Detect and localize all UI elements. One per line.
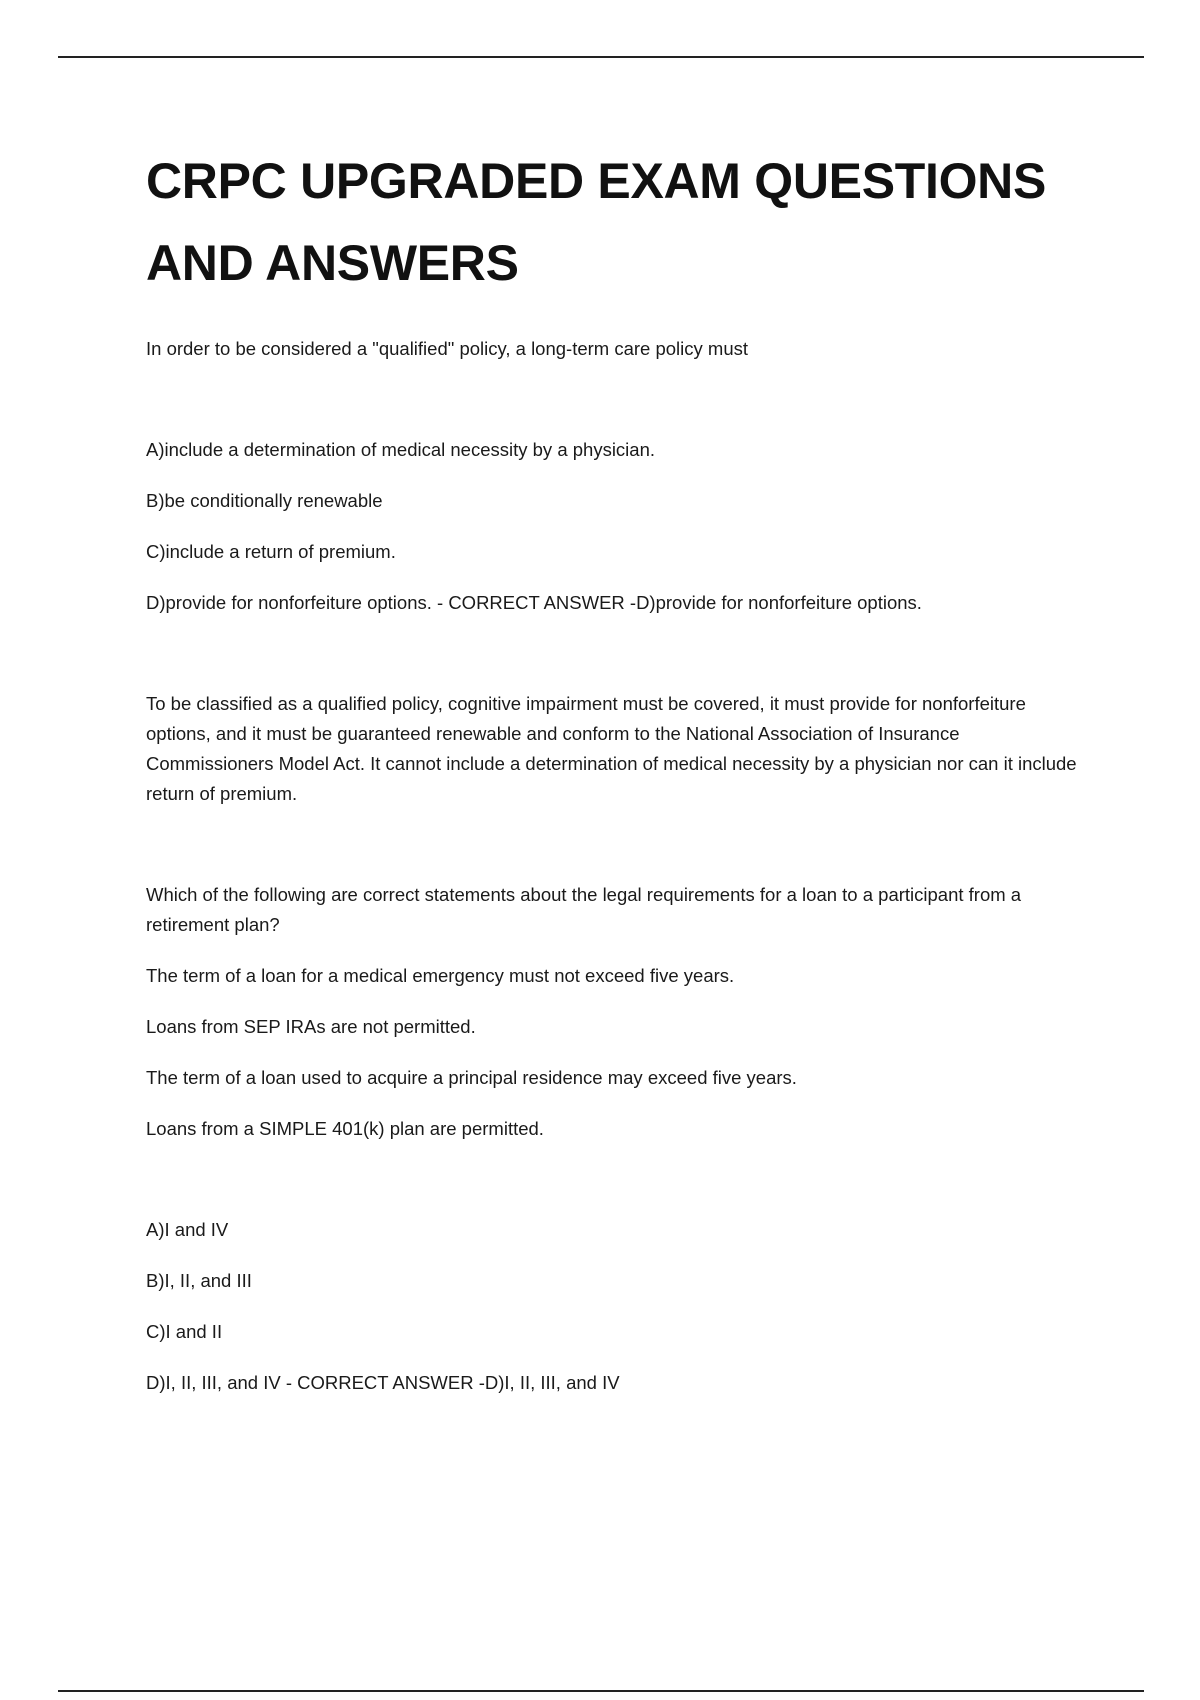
question-2-option-a: A)I and IV	[146, 1219, 229, 1240]
document-title: CRPC UPGRADED EXAM QUESTIONS AND ANSWERS	[146, 153, 1047, 291]
question-1-option-b: B)be conditionally renewable	[146, 490, 383, 511]
question-1-option-d-answer: D)provide for nonforfeiture options. - CORRECT ANSWER -D)provide for nonforfeiture options.	[146, 592, 922, 613]
question-2-option-d-answer: D)I, II, III, and IV - CORRECT ANSWER -D)I, II, III, and IV	[146, 1372, 620, 1393]
question-2-statement-4: Loans from a SIMPLE 401(k) plan are permitted.	[146, 1118, 544, 1139]
question-2-statement-2: Loans from SEP IRAs are not permitted.	[146, 1016, 476, 1037]
question-2-statement-1: The term of a loan for a medical emergency must not exceed five years.	[146, 965, 735, 986]
question-2-prompt: Which of the following are correct statements about the legal requirements for a loan to a participant from a retirement plan?	[146, 884, 1022, 935]
question-2-option-b: B)I, II, and III	[146, 1270, 252, 1291]
bottom-rule	[58, 1690, 1144, 1692]
question-2-statement-3: The term of a loan used to acquire a principal residence may exceed five years.	[146, 1067, 797, 1088]
question-2-option-c: C)I and II	[146, 1321, 223, 1342]
question-1-option-c: C)include a return of premium.	[146, 541, 396, 562]
question-1-explanation: To be classified as a qualified policy, cognitive impairment must be covered, it must provide for nonforfeiture options, and it must be guaranteed renewable and conform to the National Association of Insurance Commissioners Model Act. It cannot include a determination of medical necessity by a physician nor can it include return of premium.	[146, 693, 1077, 804]
document-body	[146, 140, 1092, 1398]
top-rule	[58, 56, 1144, 58]
question-1-prompt: In order to be considered a "qualified" policy, a long-term care policy must	[146, 338, 749, 359]
question-1-option-a: A)include a determination of medical necessity by a physician.	[146, 439, 656, 460]
